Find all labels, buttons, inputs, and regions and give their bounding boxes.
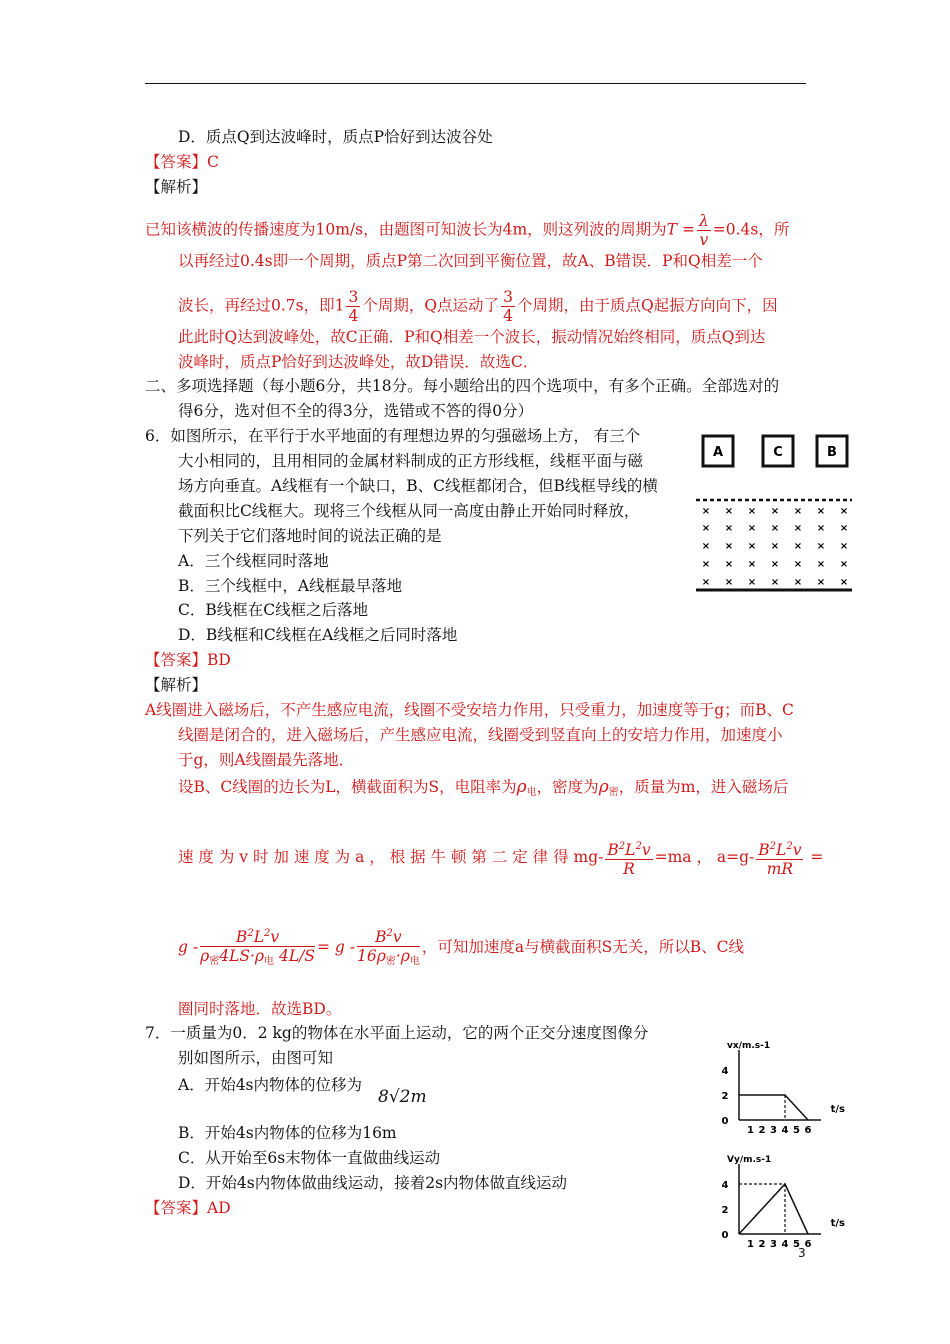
field-cross: × [839, 506, 849, 517]
x-axis-label: t/s [830, 1218, 845, 1229]
field-cross: × [701, 577, 711, 588]
formula-full-fraction: $\frac{B^2L^2v}{\rho_密4LS\cdot\rho_电 4L/S}$ [200, 925, 315, 971]
field-cross: × [839, 541, 849, 552]
field-cross: × [724, 577, 734, 588]
velocity-line [739, 1184, 808, 1234]
field-cross: × [770, 577, 780, 588]
q5-answer [145, 152, 219, 172]
frame-label: C [773, 445, 783, 460]
q6-stem-4: 截面积比C线框大。现将三个线框从同一高度由静止开始同时释放， [178, 502, 640, 520]
q6-stem-1: 6．如图所示，在平行于水平地面的有理想边界的匀强磁场上方， 有三个 [145, 427, 641, 445]
x-tick-label: 2 [758, 1125, 766, 1136]
x-tick-label: 4 [781, 1125, 789, 1136]
y-axis-label: Vy/m.s-1 [727, 1155, 772, 1165]
header-rule [145, 83, 806, 84]
formula-b2l2v-over-r: $\frac{B^2L^2v}{R}$ [605, 838, 652, 878]
field-cross: × [793, 541, 803, 552]
field-cross: × [839, 559, 849, 570]
field-cross: × [701, 506, 711, 517]
field-cross: × [816, 577, 826, 588]
field-cross: × [839, 577, 849, 588]
field-cross: × [839, 523, 849, 534]
x-axis-label: t/s [830, 1104, 845, 1115]
y-tick-label: 0 [721, 1116, 729, 1127]
y-tick-label: 4 [721, 1066, 729, 1077]
field-cross: × [747, 506, 757, 517]
answer-value: BD [207, 651, 231, 669]
q6-stem-2: 大小相同的，且用相同的金属材料制成的正方形线框，线框平面与磁 [178, 452, 644, 470]
q6-analysis-line7: 圈同时落地．故选BD。 [178, 1000, 342, 1018]
q7-option-d: D．开始4s内物体做曲线运动，接着2s内物体做直线运动 [178, 1174, 568, 1192]
y-tick-label: 4 [721, 1180, 729, 1191]
text: = [810, 848, 824, 866]
field-cross: × [770, 523, 780, 534]
q6-analysis-line4 [178, 777, 788, 803]
q5-analysis-line2: 以再经过0.4s即一个周期，质点P第二次回到平衡位置，故A、B错误．P和Q相差一个 [178, 252, 763, 270]
field-cross: × [793, 523, 803, 534]
formula-simplified: $\frac{B^2v}{16\rho_密\cdot\rho_电}$ [357, 925, 420, 971]
field-cross: × [793, 559, 803, 570]
frame-label: A [712, 445, 724, 460]
section2-line2: 得6分，选对但不全的得3分，选错或不答的得0分） [178, 402, 534, 420]
field-cross: × [701, 541, 711, 552]
answer-value: AD [207, 1199, 231, 1217]
lambda-over-v: $\frac{\lambda}{v}$ [698, 212, 709, 249]
answer-tag: 【答案】 [145, 153, 208, 171]
section2-line1: 二、多项选择题（每小题6分，共18分。每小题给出的四个选项中，有多个正确。全部选对的 [145, 377, 780, 395]
fraction-3-4: $\frac{3}{4}$ [348, 288, 359, 325]
q6-stem-5: 下列关于它们落地时间的说法正确的是 [178, 527, 442, 545]
field-cross: × [770, 506, 780, 517]
field-cross: × [816, 541, 826, 552]
y-tick-label: 0 [721, 1230, 729, 1241]
q7-option-a [178, 1075, 362, 1095]
q7-option-a-value: 8√2m [378, 1087, 427, 1107]
q5-analysis-tag: 【解析】 [145, 178, 208, 196]
q6-analysis-line3: 于g，则A线圈最先落地． [178, 751, 355, 769]
text: 波长，再经过0.7s，即1 [178, 296, 345, 315]
q7-answer [145, 1198, 231, 1218]
q5-analysis-line5: 波峰时，质点P恰好到达波峰处，故D错误．故选C． [178, 353, 539, 371]
x-tick-label: 6 [804, 1125, 812, 1136]
period-symbol: T [666, 220, 678, 239]
vx-graph [705, 1030, 875, 1140]
text: 设B、C线圈的边长为L，横截面积为S，电阻率为 [178, 778, 517, 796]
q7-stem-2: 别如图所示，由图可知 [178, 1049, 334, 1067]
q7-option-c: C．从开始至6s末物体一直做曲线运动 [178, 1149, 441, 1167]
q5-analysis-line3 [178, 288, 778, 325]
answer-value: C [207, 153, 219, 171]
fraction-3-4: $\frac{3}{4}$ [503, 288, 513, 325]
q6-stem-3: 场方向垂直。A线框有一个缺口，B、C线框都闭合，但B线框导线的横 [178, 477, 658, 495]
answer-tag: 【答案】 [145, 651, 208, 669]
field-cross: × [724, 523, 734, 534]
text: ，密度为 [536, 778, 599, 796]
q6-analysis-line5 [178, 838, 823, 878]
field-cross: × [701, 523, 711, 534]
text: =ma ， a=g- [654, 848, 755, 866]
q7-option-b: B．开始4s内物体的位移为16m [178, 1124, 397, 1142]
q5-analysis-line4: 此此时Q达到波峰处，故C正确．P和Q相差一个波长，振动情况始终相同，质点Q到达 [178, 328, 766, 346]
y-axis-label: vx/m.s-1 [727, 1041, 771, 1051]
frame-label: B [827, 445, 837, 460]
field-cross: × [747, 541, 757, 552]
x-tick-label: 3 [770, 1239, 777, 1250]
field-cross: × [816, 559, 826, 570]
x-tick-label: 3 [770, 1125, 777, 1136]
text: 个周期，由于质点Q起振方向向下，因 [516, 296, 778, 315]
field-cross: × [793, 577, 803, 588]
field-cross: × [816, 506, 826, 517]
text: ，质量为m，进入磁场后 [618, 778, 789, 796]
formula-g: g - [178, 938, 199, 956]
vy-graph [705, 1146, 875, 1250]
field-cross: × [747, 577, 757, 588]
field-cross: × [747, 559, 757, 570]
text: 速 度 为 v 时 加 速 度 为 a ， 根 据 牛 顿 第 二 定 律 得 mg- [178, 848, 604, 866]
q6-analysis-line6 [178, 925, 744, 971]
rho-electric: $\rho_电$ [516, 777, 537, 798]
field-cross: × [747, 523, 757, 534]
q6-option-a: A．三个线框同时落地 [178, 552, 329, 570]
field-cross: × [724, 506, 734, 517]
field-cross: × [793, 506, 803, 517]
text: =0.4s，所 [712, 220, 790, 239]
field-cross: × [724, 559, 734, 570]
rho-density: $\rho_密$ [598, 777, 619, 798]
x-tick-label: 6 [804, 1239, 812, 1250]
text: ，可知加速度a与横截面积S无关，所以B、C线 [421, 938, 744, 956]
q5-analysis-line1: 已知该横波的传播速度为10m/s，由题图可知波长为4m，则这列波的周期为T = $\frac{\lambda}{v}$ =0.4s，所 [145, 212, 790, 249]
q6-answer [145, 650, 231, 670]
text: 个周期，Q点运动了 [362, 296, 500, 315]
x-tick-label: 1 [747, 1239, 754, 1250]
y-tick-label: 2 [721, 1091, 729, 1102]
field-cross: × [770, 541, 780, 552]
q7-stem-1: 7．一质量为0．2 kg的物体在水平面上运动，它的两个正交分速度图像分 [145, 1024, 649, 1042]
q6-analysis-line1: A线圈进入磁场后，不产生感应电流，线圈不受安培力作用，只受重力，加速度等于g；而B、C [145, 701, 794, 719]
q6-analysis-line2: 线圈是闭合的，进入磁场后，产生感应电流，线圈受到竖直向上的安培力作用，加速度小 [178, 726, 783, 744]
x-tick-label: 4 [781, 1239, 789, 1250]
x-tick-label: 5 [793, 1239, 800, 1250]
formula-eq-g: = g - [316, 938, 355, 956]
field-cross: × [816, 523, 826, 534]
field-cross: × [724, 541, 734, 552]
field-cross: × [701, 559, 711, 570]
magnetic-field-figure [694, 430, 864, 600]
answer-tag: 【答案】 [145, 1199, 208, 1217]
q6-option-d: D．B线框和C线框在A线框之后同时落地 [178, 626, 458, 644]
text: 已知该横波的传播速度为10m/s，由题图可知波长为4m，则这列波的周期为 [145, 220, 667, 239]
q6-analysis-tag: 【解析】 [145, 676, 208, 694]
text: A．开始4s内物体的位移为 [178, 1076, 363, 1094]
x-tick-label: 2 [758, 1239, 766, 1250]
velocity-line [739, 1095, 808, 1120]
q6-option-c: C．B线框在C线框之后落地 [178, 601, 369, 619]
field-crosses [702, 506, 848, 588]
formula-b2l2v-over-mr: $\frac{B^2L^2v}{mR}$ [756, 838, 803, 878]
page-number: 3 [798, 1246, 806, 1260]
field-cross: × [770, 559, 780, 570]
y-tick-label: 2 [721, 1205, 729, 1216]
x-tick-label: 1 [747, 1125, 754, 1136]
q6-option-b: B．三个线框中，A线框最早落地 [178, 577, 403, 595]
q5-option-d: D．质点Q到达波峰时，质点P恰好到达波谷处 [178, 128, 493, 146]
x-tick-label: 5 [793, 1125, 800, 1136]
